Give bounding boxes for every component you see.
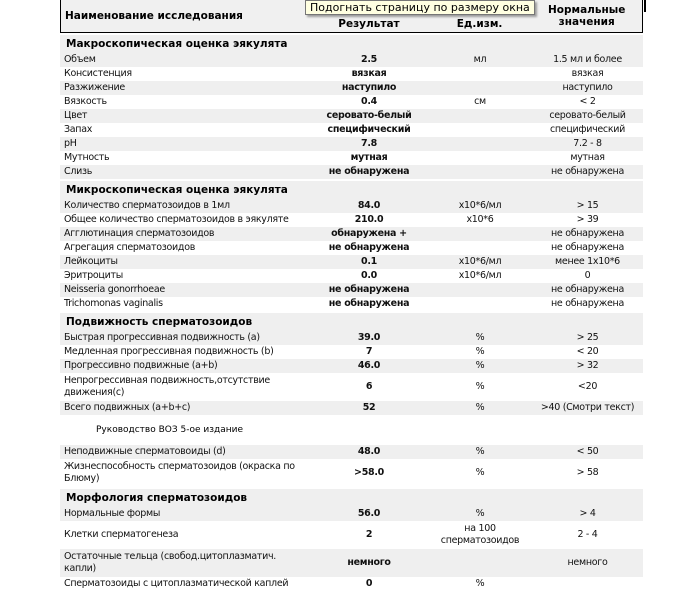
cell-norm: 7.2 - 8 bbox=[573, 138, 602, 149]
table-row bbox=[60, 213, 643, 227]
cell-norm: > 4 bbox=[579, 508, 596, 519]
header-unit: Ед.изм. bbox=[456, 18, 503, 30]
cell-norm: >40 (Смотри текст) bbox=[540, 402, 635, 413]
table-row bbox=[60, 227, 643, 241]
cell-name: Цвет bbox=[64, 110, 88, 121]
cell-result: немного bbox=[347, 557, 391, 568]
table-row bbox=[60, 199, 643, 213]
cell-name: Агглютинация сперматозоидов bbox=[64, 228, 215, 239]
cell-name: Запах bbox=[64, 124, 93, 135]
cell-name: Объем bbox=[64, 54, 96, 65]
cell-norm: < 50 bbox=[576, 446, 599, 457]
cell-norm: мутная bbox=[570, 152, 605, 163]
cell-result: 56.0 bbox=[357, 508, 381, 519]
header-result: Результат bbox=[338, 18, 400, 30]
window-edge bbox=[644, 0, 646, 12]
cell-name: Общее количество сперматозоидов в эякуляте bbox=[64, 214, 289, 225]
cell-result: 84.0 bbox=[357, 200, 381, 211]
cell-norm: не обнаружена bbox=[551, 228, 624, 239]
table-row bbox=[60, 81, 643, 95]
cell-result: обнаружена + bbox=[331, 228, 407, 239]
cell-name: pH bbox=[64, 138, 77, 149]
cell-result: специфический bbox=[327, 124, 411, 135]
table-row bbox=[60, 445, 643, 459]
note: Руководство ВОЗ 5-ое издание bbox=[96, 425, 244, 435]
cell-norm: менее 1x10*6 bbox=[555, 256, 620, 267]
cell-name: Neisseria gonorrhoeae bbox=[64, 284, 165, 295]
cell-unit: % bbox=[475, 446, 485, 457]
cell-name: Trichomonas vaginalis bbox=[64, 298, 163, 309]
cell-unit: на 100 сперматозоидов bbox=[440, 523, 520, 546]
cell-result: серовато-белый bbox=[326, 110, 412, 121]
cell-result: 0.0 bbox=[361, 270, 377, 281]
cell-name: Нормальные формы bbox=[64, 508, 161, 519]
cell-name: Разжижение bbox=[64, 82, 125, 93]
table-row bbox=[60, 165, 643, 179]
cell-result: 7.8 bbox=[361, 138, 377, 149]
cell-result: мутная bbox=[350, 152, 388, 163]
cell-norm: специфический bbox=[549, 124, 626, 135]
cell-result: 48.0 bbox=[357, 446, 381, 457]
cell-name: Лейкоциты bbox=[64, 256, 118, 267]
cell-name: Сперматозоиды с цитоплазматической каплей bbox=[64, 578, 289, 589]
table-row bbox=[60, 255, 643, 269]
cell-unit: мл bbox=[473, 54, 487, 65]
cell-unit: x10*6 bbox=[466, 214, 494, 225]
cell-norm: 0 bbox=[584, 270, 591, 281]
cell-norm: > 15 bbox=[576, 200, 599, 211]
table-row bbox=[60, 297, 643, 311]
cell-norm: <20 bbox=[577, 381, 598, 392]
table-row bbox=[60, 269, 643, 283]
table-row bbox=[60, 401, 643, 415]
header-norm: Нормальные значения bbox=[548, 4, 626, 28]
table-row bbox=[60, 577, 643, 591]
table-row bbox=[60, 507, 643, 521]
table-row bbox=[60, 151, 643, 165]
cell-norm: немного bbox=[567, 557, 608, 568]
cell-norm: не обнаружена bbox=[551, 242, 624, 253]
cell-result: 0.1 bbox=[361, 256, 377, 267]
cell-norm: вязкая bbox=[571, 68, 604, 79]
cell-name: Эритроциты bbox=[64, 270, 123, 281]
section-title: Подвижность сперматозоидов bbox=[60, 313, 643, 331]
cell-norm: < 20 bbox=[576, 346, 599, 357]
cell-norm: < 2 bbox=[579, 96, 596, 107]
cell-result: >58.0 bbox=[354, 467, 384, 478]
cell-unit: % bbox=[475, 332, 485, 343]
table-row bbox=[60, 373, 643, 401]
cell-name: Консистенция bbox=[64, 68, 132, 79]
cell-name: Непрогрессивная подвижность,отсутствие движения(c) bbox=[64, 375, 270, 398]
cell-norm: не обнаружена bbox=[551, 166, 624, 177]
cell-name: Неподвижные сперматовоиды (d) bbox=[64, 446, 226, 457]
table-body bbox=[60, 35, 643, 591]
cell-unit: % bbox=[475, 578, 485, 589]
cell-result: 7 bbox=[365, 346, 373, 357]
cell-result: 2.5 bbox=[361, 54, 377, 65]
cell-norm: > 32 bbox=[576, 360, 599, 371]
table-row bbox=[60, 359, 643, 373]
cell-result: 39.0 bbox=[357, 332, 381, 343]
table-row bbox=[60, 549, 643, 577]
cell-result: 0.4 bbox=[361, 96, 377, 107]
table-row bbox=[60, 137, 643, 151]
table-row bbox=[60, 109, 643, 123]
cell-result: не обнаружена bbox=[328, 284, 410, 295]
cell-name: Быстрая прогрессивная подвижность (a) bbox=[64, 332, 260, 343]
cell-result: 210.0 bbox=[354, 214, 384, 225]
cell-norm: 1.5 мл и более bbox=[553, 54, 622, 65]
cell-name: Клетки сперматогенеза bbox=[64, 529, 179, 540]
cell-result: вязкая bbox=[351, 68, 387, 79]
table-row bbox=[60, 95, 643, 109]
cell-result: 6 bbox=[365, 381, 373, 392]
cell-norm: не обнаружена bbox=[551, 284, 624, 295]
cell-name: Всего подвижных (a+b+c) bbox=[64, 402, 191, 413]
cell-result: не обнаружена bbox=[328, 242, 410, 253]
cell-norm: не обнаружена bbox=[551, 298, 624, 309]
cell-unit: % bbox=[475, 508, 485, 519]
cell-name: Медленная прогрессивная подвижность (b) bbox=[64, 346, 274, 357]
cell-norm: серовато-белый bbox=[549, 110, 626, 121]
cell-name: Жизнеспособность сперматозоидов (окраска по Блюму) bbox=[64, 461, 295, 484]
table-row bbox=[60, 459, 643, 487]
cell-unit: x10*6/мл bbox=[458, 200, 502, 211]
tooltip: Подогнать страницу по размеру окна bbox=[305, 0, 535, 15]
table-row bbox=[60, 331, 643, 345]
cell-unit: см bbox=[474, 96, 486, 107]
cell-norm: 2 - 4 bbox=[577, 529, 598, 540]
table-row bbox=[60, 283, 643, 297]
section-title: Макроскопическая оценка эякулята bbox=[60, 35, 643, 53]
cell-unit: % bbox=[475, 346, 485, 357]
cell-norm: > 39 bbox=[576, 214, 599, 225]
table-row bbox=[60, 53, 643, 67]
cell-name: Вязкость bbox=[64, 96, 107, 107]
cell-result: не обнаружена bbox=[328, 298, 410, 309]
cell-unit: % bbox=[475, 467, 485, 478]
results-table bbox=[60, 0, 643, 591]
cell-name: Мутность bbox=[64, 152, 110, 163]
table-row bbox=[60, 241, 643, 255]
cell-name: Прогресcивно подвижные (a+b) bbox=[64, 360, 218, 371]
cell-result: 2 bbox=[365, 529, 373, 540]
section-title: Морфология сперматозоидов bbox=[60, 489, 643, 507]
cell-name: Слизь bbox=[64, 166, 93, 177]
cell-norm: наступило bbox=[562, 82, 613, 93]
cell-norm: > 58 bbox=[576, 467, 599, 478]
cell-unit: % bbox=[475, 381, 485, 392]
cell-unit: % bbox=[475, 360, 485, 371]
cell-result: наступило bbox=[341, 82, 397, 93]
cell-unit: x10*6/мл bbox=[458, 256, 502, 267]
cell-result: не обнаружена bbox=[328, 166, 410, 177]
cell-unit: x10*6/мл bbox=[458, 270, 502, 281]
cell-result: 46.0 bbox=[357, 360, 381, 371]
cell-name: Количество сперматозоидов в 1мл bbox=[64, 200, 230, 211]
cell-result: 0 bbox=[365, 578, 373, 589]
cell-name: Остаточные тельца (свобод.цитоплазматич. капли) bbox=[64, 551, 277, 574]
table-row bbox=[60, 345, 643, 359]
cell-norm: > 25 bbox=[576, 332, 599, 343]
cell-unit: % bbox=[475, 402, 485, 413]
cell-name: Агрегация сперматозоидов bbox=[64, 242, 196, 253]
table-row bbox=[60, 521, 643, 549]
header-name: Наименование исследования bbox=[65, 10, 243, 22]
table-row bbox=[60, 123, 643, 137]
table-row bbox=[60, 67, 643, 81]
cell-result: 52 bbox=[362, 402, 376, 413]
section-title: Микроскопическая оценка эякулята bbox=[60, 181, 643, 199]
